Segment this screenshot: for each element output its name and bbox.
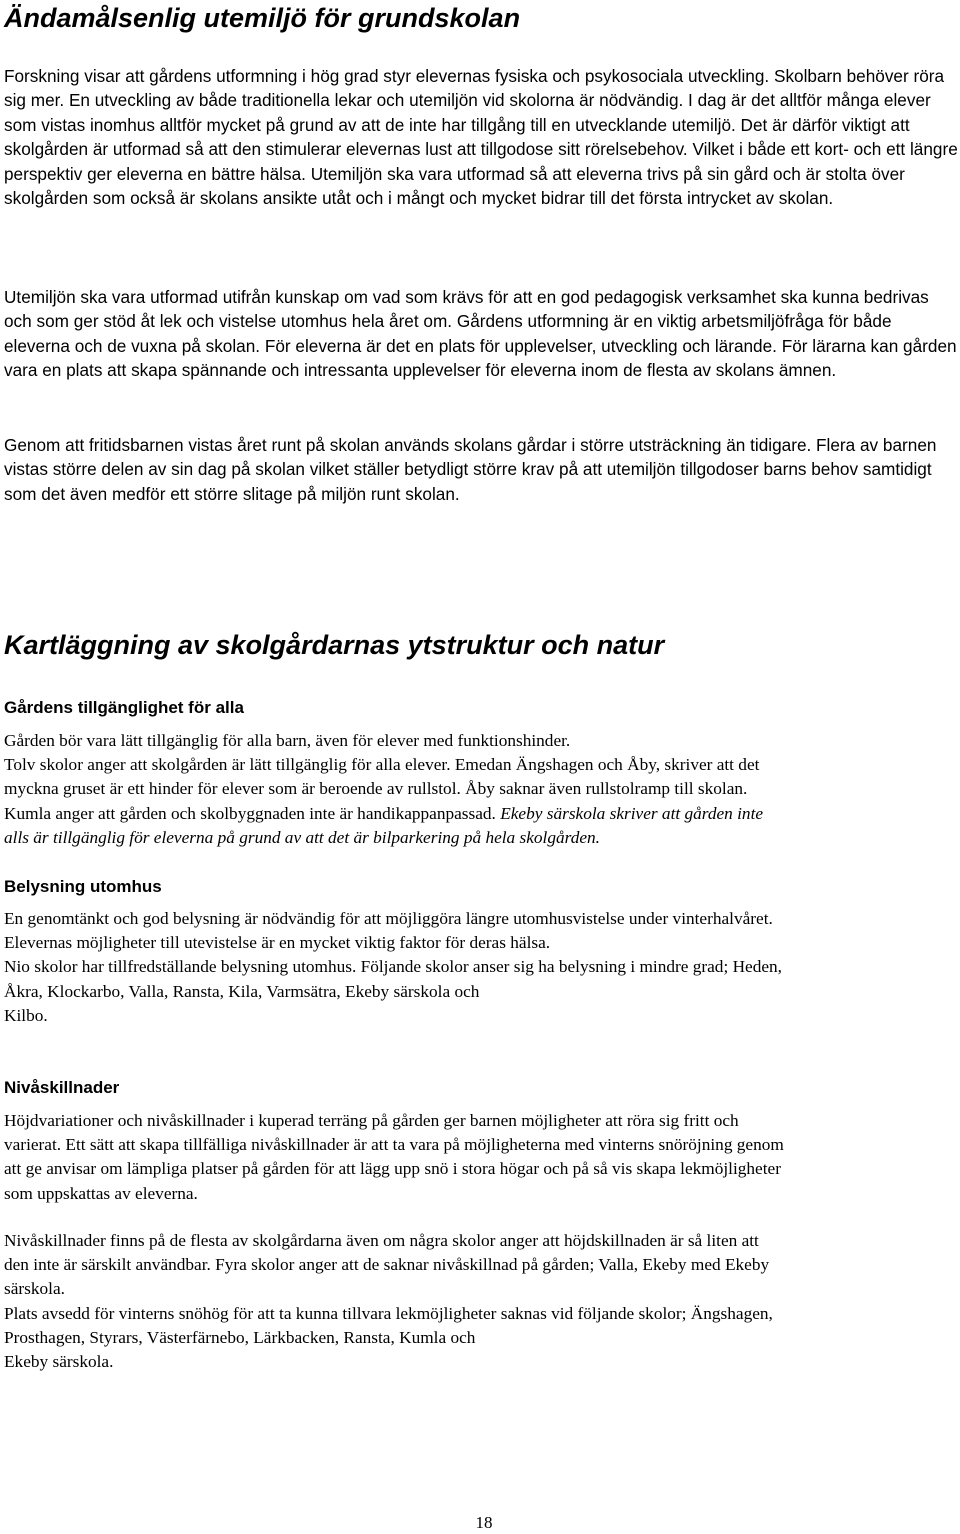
section-title: Ändamålsenlig utemiljö för grundskolan (4, 3, 521, 33)
lighting-text (4, 907, 959, 1028)
text-line: Plats avsedd för vinterns snöhög för att ta kunna tillvara lekmöjligheter saknas vid följande skolor; Ängshagen, (4, 1303, 773, 1323)
text-line: Kilbo. (4, 1005, 48, 1025)
text-line: Åkra, Klockarbo, Valla, Ransta, Kila, Varmsätra, Ekeby särskola och (4, 981, 480, 1001)
text-span: Kumla anger att gården och skolbyggnaden inte är handikappanpassad. (4, 803, 496, 823)
text-line: att ge anvisar om lämpliga platser på gården för att lägg upp snö i stora högar och på så vis skapa lekmöjligheter (4, 1159, 781, 1179)
text-line (4, 802, 959, 826)
section-title: Kartläggning av skolgårdarnas ytstruktur och natur (4, 630, 665, 660)
text-line: Tolv skolor anger att skolgården är lätt tillgänglig för alla elever. Emedan Ängshagen och Åby, skriver att det (4, 755, 760, 775)
accessibility-text (4, 729, 959, 850)
subheading-levels: Nivåskillnader (4, 1078, 120, 1097)
text-line: särskola. (4, 1279, 65, 1299)
text-line: myckna gruset är ett hinder för elever som är beroende av rullstol. Åby saknar även rullstolramp till skolan. (4, 779, 748, 799)
text-line: den inte är särskilt användbar. Fyra skolor anger att de saknar nivåskillnad på gården; Valla, Ekeby med Ekeby (4, 1255, 770, 1275)
subheading-lighting: Belysning utomhus (4, 877, 162, 896)
page-number: 18 (475, 1513, 493, 1532)
text-line: En genomtänkt och god belysning är nödvändig för att möjliggöra längre utomhusvistelse under vinterhalvåret. (4, 909, 773, 928)
italic-text: alls är tillgänglig för eleverna på grund av att det är bilparkering på hela skolgården. (4, 827, 600, 847)
text-line: som uppskattas av eleverna. (4, 1183, 198, 1203)
text-line: Gården bör vara lätt tillgänglig för alla barn, även för elever med funktionshinder. (4, 731, 571, 750)
text-line: Nivåskillnader finns på de flesta av skolgårdarna även om några skolor anger att höjdskillnaden är så liten att (4, 1231, 759, 1250)
text-line: Höjdvariationer och nivåskillnader i kuperad terräng på gården ger barnen möjligheter att röra sig fritt och (4, 1111, 739, 1130)
text-line: Elevernas möjligheter till utevistelse är en mycket viktig faktor för deras hälsa. (4, 933, 551, 953)
text-line: Prosthagen, Styrars, Västerfärnebo, Lärkbacken, Ransta, Kumla och (4, 1327, 476, 1347)
intro-paragraph: Forskning visar att gårdens utformning i hög grad styr elevernas fysiska och psykosociala utveckling. Skolbarn behöver röra sig mer. En utveckling av både traditionella lekar och utemiljön vid skolorna är nödvändig. I dag är det alltför många elever som vistas inomhus alltför mycket på grund av att de inte har tillgång till en utvecklande utemiljö. Det är därför viktigt att skolgården är utformad så att den stimulerar elevernas lust att tillgodose sitt rörelsebehov. Vilket i både ett kort- och ett längre perspektiv ger eleverna en bättre hälsa. Utemiljön ska vara utformad så att eleverna trivs på sin gård och är stolta över skolgården som också är skolans ansikte utåt och i mångt och mycket bidrar till det första intrycket av skolan. (4, 66, 958, 209)
italic-text: Ekeby särskola skriver att gården inte (500, 803, 764, 823)
body-paragraph: Genom att fritidsbarnen vistas året runt på skolan används skolans gårdar i större utsträckning än tidigare. Flera av barnen vistas större delen av sin dag på skolan vilket ställer betydligt större krav på att utemiljön tillgodoser barns behov samtidigt som det även medför ett större slitage på miljön runt skolan. (4, 435, 937, 504)
text-line: varierat. Ett sätt att skapa tillfälliga nivåskillnader är att ta vara på möjligheterna med vinterns snöröjning genom (4, 1135, 784, 1155)
levels-text-a (4, 1109, 959, 1206)
text-line: Nio skolor har tillfredställande belysning utomhus. Följande skolor anser sig ha belysning i mindre grad; Heden, (4, 957, 782, 977)
subheading-accessibility: Gårdens tillgänglighet för alla (4, 698, 244, 717)
levels-text-b (4, 1229, 959, 1374)
text-line: Ekeby särskola. (4, 1352, 114, 1372)
text-line (4, 826, 959, 850)
body-paragraph: Utemiljön ska vara utformad utifrån kunskap om vad som krävs för att en god pedagogisk verksamhet ska kunna bedrivas och som ger stöd åt lek och vistelse utomhus hela året om. Gårdens utformning är en viktig arbetsmiljöfråga för både eleverna och de vuxna på skolan. För eleverna är det en plats för upplevelser, utveckling och lärande. För lärarna kan gården vara en plats att skapa spännande och intressanta upplevelser för eleverna inom de flesta av skolans ämnen. (4, 287, 957, 381)
